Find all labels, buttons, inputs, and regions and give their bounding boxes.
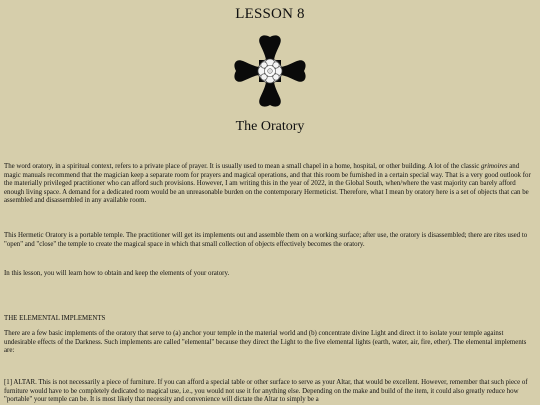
lesson-title: LESSON 8 xyxy=(235,6,305,22)
grimoires-emphasis: grimoires xyxy=(480,163,508,170)
elemental-implements-paragraph: There are a few basic implements of the oratory that serve to (a) anchor your temple in the material world and (b) concentrate divine Light and direct it to isolate your temple against undesirable effects of the Darkness. Such implements are called "elemental" because they direct the Light to the five elemental lights (earth, water, air, fire, ether). The elemental implements are: xyxy=(4,330,527,355)
section-title: The Oratory xyxy=(235,119,305,134)
rose-cross-icon xyxy=(230,31,310,111)
lesson-goal-paragraph: In this lesson, you will learn how to obtain and keep the elements of your oratory. xyxy=(4,270,230,277)
altar-paragraph: [1] ALTAR. This is not necessarily a piece of furniture. If you can afford a special table or other surface to serve as your Altar, that would be excellent. However, remember that such piece of furniture would have to be completely dedicated to magical use, i.e., you would not use it for anything else. Depending on the make and build of the item, it could also greatly reduce how "portable" your temple can be. It is most likely that necessity and convenience will dictate the Altar to simply be a xyxy=(4,379,528,404)
intro-paragraph: The word oratory, in a spiritual context, refers to a private place of prayer. It is usually used to mean a small chapel in a home, hospital, or other building. A lot of the classic grimoires and magic manuals recommend that the magician keep a separate room for prayers and magical operations, and that this room be furnished in a certain special way. That is a very good outlook for the materially privileged practitioner who can afford such provisions. However, I am writing this in the year of 2022, in the Global South, when/where the vast majority can barely afford enough living space. A demand for a dedicated room would be an unreasonable burden on the contemporary Hermeticist. Therefore, what I mean by oratory here is a set of objects that can be assembled and disassembled in any available room. xyxy=(4,163,531,205)
elemental-implements-heading: THE ELEMENTAL IMPLEMENTS xyxy=(4,315,106,322)
portable-temple-paragraph: This Hermetic Oratory is a portable temple. The practitioner will get its implements out and assemble them on a working surface; after use, the oratory is disassembled; there are rites used to "open" and "close" the temple to create the magical space in which that small collection of objects effectively becomes the oratory. xyxy=(4,232,528,248)
